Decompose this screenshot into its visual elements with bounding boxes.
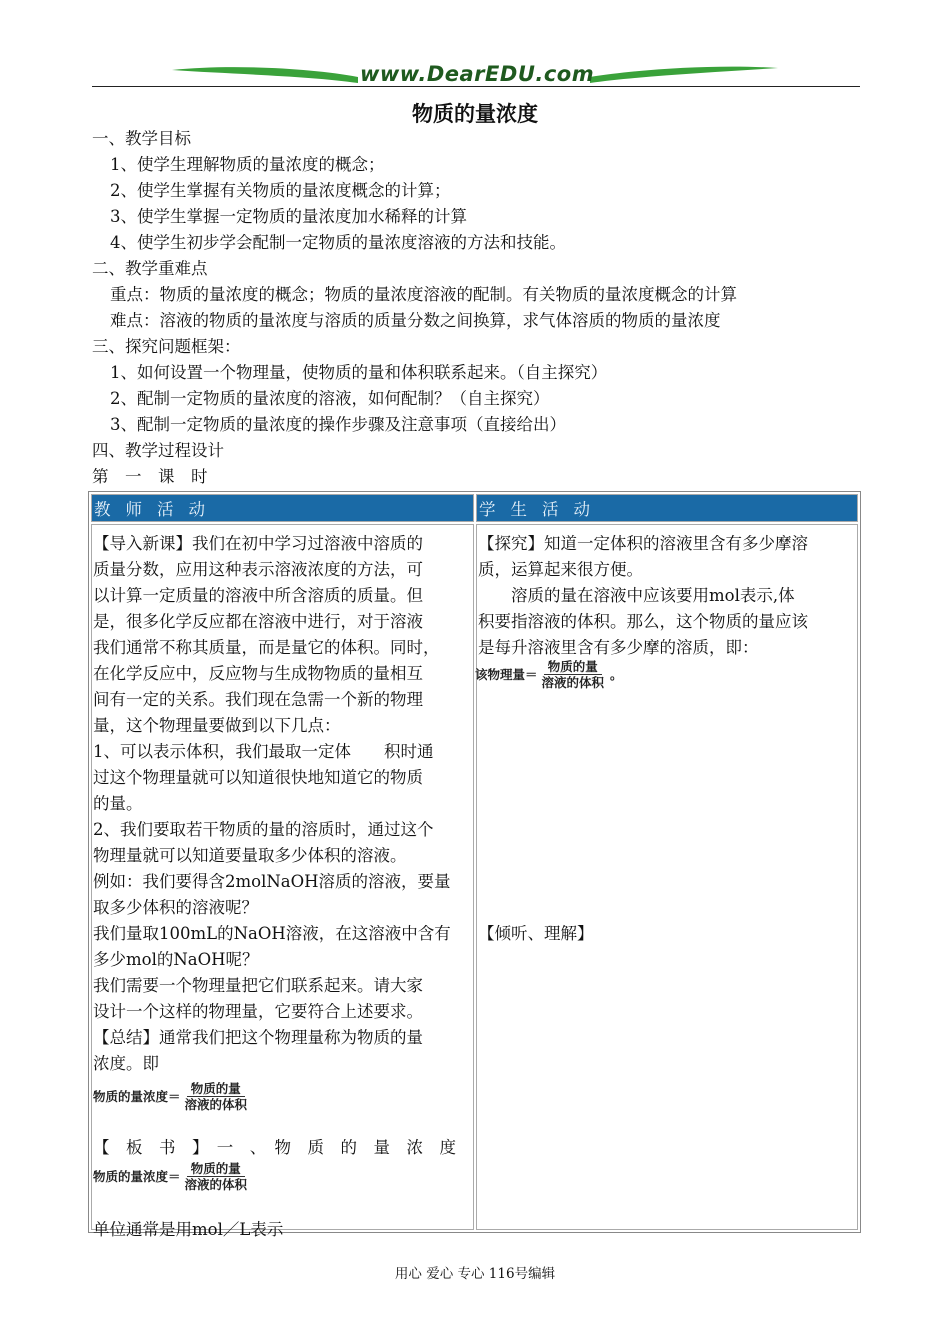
list-item: 难点：溶液的物质的量浓度与溶质的质量分数之间换算，求气体溶质的物质的量浓度 bbox=[110, 311, 721, 330]
teacher-line: 多少mol的NaOH呢？ bbox=[93, 950, 259, 969]
board-heading: 【 板 书 】 一 、 物 质 的 量 浓 度 bbox=[93, 1138, 456, 1157]
list-item: 重点：物质的量浓度的概念；物质的量浓度溶液的配制。有关物质的量浓度概念的计算 bbox=[110, 285, 737, 304]
teacher-line: 2、我们要取若干物质的量的溶质时，通过这个 bbox=[93, 820, 434, 839]
list-item: 3、配制一定物质的量浓度的操作步骤及注意事项（直接给出） bbox=[110, 415, 566, 434]
list-item: 3、使学生掌握一定物质的量浓度加水稀释的计算 bbox=[110, 207, 467, 226]
section-heading: 一、教学目标 bbox=[92, 129, 191, 148]
teacher-line: 我们通常不称其质量，而是量它的体积。同时， bbox=[93, 638, 440, 657]
page-footer: 用心 爱心 专心 116号编辑 bbox=[394, 1266, 556, 1282]
teacher-line: 我们量取100mL的NaOH溶液，在这溶液中含有 bbox=[93, 924, 451, 943]
list-item: 1、如何设置一个物理量，使物质的量和体积联系起来。（自主探究） bbox=[110, 363, 608, 382]
page-title: 物质的量浓度 bbox=[412, 101, 538, 126]
formula-numerator: 物质的量 bbox=[187, 1081, 245, 1097]
header-rule bbox=[92, 86, 860, 87]
teacher-line: 质量分数，应用这种表示溶液浓度的方法，可 bbox=[93, 560, 423, 579]
list-item: 2、使学生掌握有关物质的量浓度概念的计算； bbox=[110, 181, 451, 200]
student-line: 溶质的量在溶液中应该要用mol表示,体 bbox=[477, 586, 795, 605]
formula-denominator: 溶液的体积 bbox=[184, 1177, 248, 1192]
student-cell bbox=[476, 524, 858, 1230]
section-heading: 三、探究问题框架： bbox=[92, 337, 241, 356]
lesson-table bbox=[88, 491, 861, 1239]
student-line: 是每升溶液里含有多少摩的溶质，即： bbox=[477, 638, 759, 657]
section-heading: 四、教学过程设计 bbox=[92, 441, 224, 460]
teacher-header: 教师活动 bbox=[91, 494, 474, 522]
list-item: 2、配制一定物质的量浓度的溶液，如何配制？（自主探究） bbox=[110, 389, 550, 408]
teacher-line: 设计一个这样的物理量，它要符合上述要求。 bbox=[93, 1002, 423, 1021]
formula-tail: 。 bbox=[610, 667, 623, 682]
teacher-line: 量，这个物理量要做到以下几点： bbox=[93, 716, 341, 735]
board-formula bbox=[93, 1161, 249, 1192]
lesson-label: 第 一 课 时 bbox=[92, 467, 208, 486]
teacher-line: 的量。 bbox=[93, 794, 143, 813]
formula-numerator: 物质的量 bbox=[544, 659, 602, 675]
list-item: 1、使学生理解物质的量浓度的概念； bbox=[110, 155, 385, 174]
teacher-line: 【总结】通常我们把这个物理量称为物质的量 bbox=[93, 1028, 423, 1047]
formula-lhs: 物质的量浓度＝ bbox=[93, 1089, 181, 1104]
teacher-line: 间有一定的关系。我们现在急需一个新的物理 bbox=[93, 690, 423, 709]
formula-numerator: 物质的量 bbox=[187, 1161, 245, 1177]
formula-lhs: 该物理量＝ bbox=[474, 667, 538, 682]
unit-note: 单位通常是用mol／L表示 bbox=[93, 1220, 284, 1239]
teacher-line: 物理量就可以知道要量取多少体积的溶液。 bbox=[93, 846, 407, 865]
teacher-line: 例如：我们要得含2molNaOH溶质的溶液，要量 bbox=[93, 872, 451, 891]
student-line: 积要指溶液的体积。那么，这个物质的量应该 bbox=[477, 612, 808, 631]
student-listen: 【倾听、理解】 bbox=[477, 924, 594, 943]
teacher-line: 浓度。即 bbox=[93, 1054, 159, 1073]
teacher-line: 我们需要一个物理量把它们联系起来。请大家 bbox=[93, 976, 423, 995]
teacher-line: 1、可以表示体积，我们最取一定体 积时通 bbox=[93, 742, 434, 761]
site-logo[interactable]: www.DearEDU.com bbox=[360, 62, 595, 86]
student-header: 学生活动 bbox=[476, 494, 858, 522]
student-line: 【探究】知道一定体积的溶液里含有多少摩溶 bbox=[477, 534, 808, 553]
teacher-line: 过这个物理量就可以知道很快地知道它的物质 bbox=[93, 768, 423, 787]
student-formula bbox=[475, 659, 623, 690]
formula-lhs: 物质的量浓度＝ bbox=[93, 1169, 181, 1184]
teacher-line: 是，很多化学反应都在溶液中进行，对于溶液 bbox=[93, 612, 423, 631]
teacher-line: 【导入新课】我们在初中学习过溶液中溶质的 bbox=[93, 534, 423, 553]
formula-denominator: 溶液的体积 bbox=[184, 1097, 248, 1112]
section-heading: 二、教学重难点 bbox=[92, 259, 208, 278]
student-line: 质，运算起来很方便。 bbox=[477, 560, 643, 579]
teacher-line: 以计算一定质量的溶液中所含溶质的质量。但 bbox=[93, 586, 423, 605]
teacher-line: 取多少体积的溶液呢？ bbox=[93, 898, 258, 917]
list-item: 4、使学生初步学会配制一定物质的量浓度溶液的方法和技能。 bbox=[110, 233, 566, 252]
site-banner bbox=[170, 60, 780, 94]
teacher-cell bbox=[91, 524, 474, 1239]
formula-denominator: 溶液的体积 bbox=[541, 675, 605, 690]
teacher-line: 在化学反应中，反应物与生成物物质的量相互 bbox=[93, 664, 423, 683]
concentration-formula bbox=[93, 1081, 249, 1112]
